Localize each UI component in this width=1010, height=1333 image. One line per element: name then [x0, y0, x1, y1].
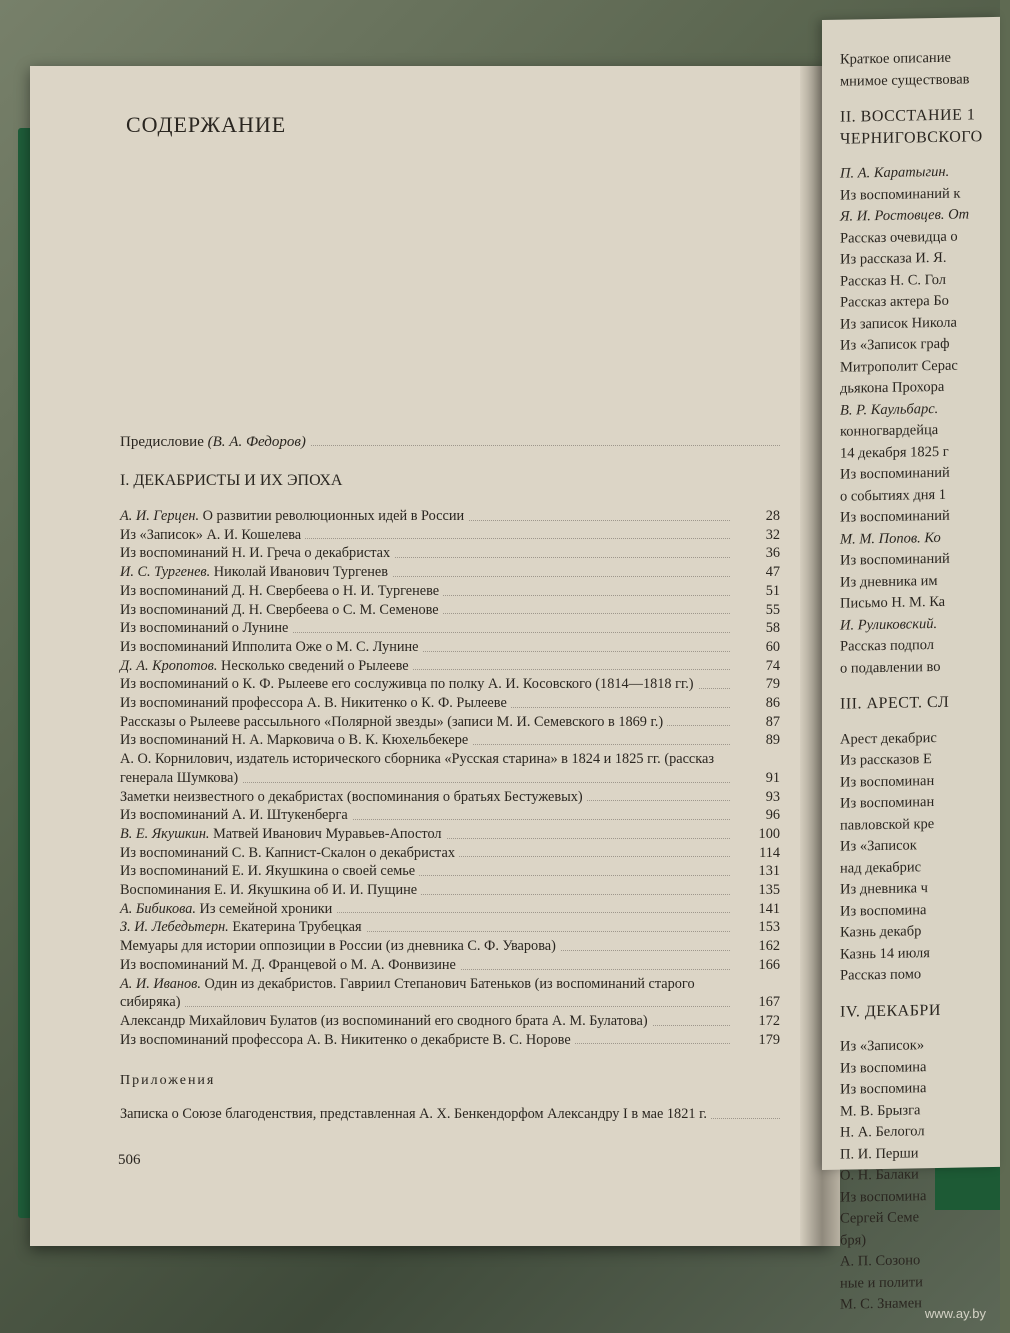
toc-entry	[120, 956, 780, 975]
toc-entry-page: 93	[765, 788, 780, 805]
appendix-title: Приложения	[120, 1073, 216, 1089]
right-page-line: Из воспоминаний	[840, 550, 950, 569]
right-page-line: Из «Записок	[840, 837, 917, 855]
toc-entry	[120, 582, 780, 601]
toc-entry	[120, 900, 780, 919]
right-page-line: М. С. Знамен	[840, 1295, 922, 1313]
toc-entry-title: Из воспоминаний С. В. Капнист-Скалон о декабристах	[120, 844, 455, 861]
toc-entry-page: 55	[765, 601, 780, 618]
toc-entry-page: 58	[765, 620, 780, 637]
toc-entry-title: Из воспоминаний профессора А. В. Никитенко о декабристе В. С. Норове	[120, 1031, 571, 1048]
toc-entry	[120, 806, 780, 825]
toc-entry-author: А. И. Иванов.	[120, 975, 201, 992]
left-page	[30, 66, 830, 1246]
right-page-line: Рассказ актера Бо	[840, 292, 949, 311]
toc-entry-page: 179	[758, 1031, 780, 1048]
right-page-line: Сергей Семе	[840, 1209, 920, 1227]
toc-entry-page: 60	[765, 638, 780, 655]
toc-entry-page: 87	[765, 713, 780, 730]
toc-entry-title: Из воспоминаний А. И. Штукенберга	[120, 807, 348, 824]
toc-entry-author: А. Бибикова.	[120, 900, 196, 917]
toc-entry-title: Матвей Иванович Муравьев-Апостол	[209, 825, 442, 842]
toc-entry	[120, 638, 780, 657]
toc-entry-title: Из воспоминаний о К. Ф. Рылееве его сослуживца по полку А. И. Косовского (1814—1818 гг.)	[120, 676, 694, 693]
right-section-title: IV. ДЕКАБРИ	[840, 1001, 941, 1021]
toc-entry	[120, 862, 780, 881]
toc-entry-page: 114	[759, 844, 780, 861]
right-page-line: Из дневника им	[840, 572, 938, 591]
right-page-line: Письмо Н. М. Ка	[840, 593, 946, 612]
toc-entry-page: 36	[765, 545, 780, 562]
toc-entry-title: Из воспоминаний Н. А. Марковича о В. К. Кюхельбекере	[120, 732, 469, 749]
page-number: 506	[118, 1152, 141, 1169]
toc-entry-title: Николай Иванович Тургенев	[210, 564, 388, 581]
toc-entry	[120, 713, 780, 732]
right-section-title: II. ВОССТАНИЕ 1	[840, 106, 976, 126]
right-page-line: Из воспоминаний	[840, 507, 950, 526]
toc-entry	[120, 750, 780, 787]
right-page-line: мнимое существовав	[840, 70, 970, 90]
toc-entry-title: Из воспоминаний Д. Н. Свербеева о С. М. Семенове	[120, 601, 439, 618]
toc-entry-page: 32	[765, 526, 780, 543]
appendix-text: Записка о Союзе благоденствия, представленная А. Х. Бенкендорфом Александру I в мае 1821 г.	[120, 1106, 711, 1122]
toc-entry	[120, 619, 780, 638]
right-page-line: Из записок Никола	[840, 314, 957, 333]
right-page-line: П. А. Каратыгин.	[840, 163, 950, 182]
toc-entry-title: Из «Записок» А. И. Кошелева	[120, 526, 302, 543]
right-page-line: Из рассказов Е	[840, 751, 932, 769]
right-page-line: о событиях дня 1	[840, 486, 947, 505]
toc-entry-title: Из воспоминаний профессора А. В. Никитенко о К. Ф. Рылееве	[120, 695, 507, 712]
toc-entry-page: 86	[765, 695, 780, 712]
watermark: www.ay.by	[924, 1306, 986, 1321]
toc-entry-page: 167	[758, 994, 780, 1011]
right-page-line: Рассказ помо	[840, 966, 922, 984]
right-page-line: Из воспоминаний	[840, 464, 950, 483]
right-page-line: В. Р. Каульбарс.	[840, 400, 939, 419]
toc-entry-title: Из воспоминаний о Лунине	[120, 620, 289, 637]
toc-entry-page: 135	[758, 882, 780, 899]
right-page-line: Из воспоминан	[840, 794, 935, 812]
toc-entry-page: 153	[758, 919, 780, 936]
toc-entry-author: И. С. Тургенев.	[120, 564, 211, 581]
toc-entry-title: Из воспоминаний Д. Н. Свербеева о Н. И. Тургеневе	[120, 582, 440, 599]
right-page-line: павловской кре	[840, 815, 935, 834]
right-page-line: Из воспомина	[840, 1187, 927, 1206]
right-page-line: Арест декабрис	[840, 729, 937, 748]
right-page-line: о подавлении во	[840, 658, 941, 677]
toc-entries	[120, 507, 780, 1049]
preface-author: (В. А. Федоров)	[207, 434, 306, 450]
toc-entry	[120, 1031, 780, 1050]
toc-entry	[120, 918, 780, 937]
toc-entry	[120, 881, 780, 900]
right-page-line: бря)	[840, 1231, 867, 1249]
right-page-line: Из дневника ч	[840, 880, 928, 898]
toc-entry-author: А. И. Герцен.	[120, 508, 200, 524]
toc-entry-page: 141	[758, 900, 780, 917]
toc-entry-author: З. И. Лебедьтерн.	[120, 919, 229, 936]
right-page-lines	[840, 47, 1010, 1316]
right-page-line: Казнь 14 июля	[840, 944, 930, 963]
toc-entry	[120, 825, 780, 844]
right-page-line: Из «Записок»	[840, 1037, 925, 1055]
toc-entry-title: Из воспоминаний Ипполита Оже о М. С. Лунине	[120, 638, 419, 655]
toc-entry-author: В. Е. Якушкин.	[120, 825, 210, 842]
right-page-line: М. В. Брызга	[840, 1101, 921, 1120]
right-page-line: Рассказ подпол	[840, 637, 935, 655]
toc-entry-page: 96	[765, 807, 780, 824]
right-page-line: ные и полити	[840, 1273, 923, 1292]
toc-entry	[120, 526, 780, 545]
toc-entry	[120, 507, 780, 526]
toc-entry	[120, 975, 780, 1012]
preface-text: Предисловие	[120, 434, 204, 450]
right-page-line: Краткое описание	[840, 49, 951, 68]
right-page-line: Из воспомина	[840, 1058, 927, 1077]
toc-entry-author: Д. А. Кропотов.	[120, 657, 218, 674]
toc-entry	[120, 731, 780, 750]
right-page-line: И. Руликовский.	[840, 615, 938, 634]
toc-entry	[120, 544, 780, 563]
right-page-line: Из «Записок граф	[840, 335, 950, 354]
toc-entry	[120, 657, 780, 676]
toc-entry-title: Заметки неизвестного о декабристах (воспоминания о братьях Бестужевых)	[120, 788, 583, 805]
toc-entry-page: 89	[765, 732, 780, 749]
toc-entry	[120, 601, 780, 620]
toc-entry-page: 91	[765, 769, 780, 786]
toc-entry-title: Рассказы о Рылееве рассыльного «Полярной звезды» (записи М. И. Семевского в 1869 г.)	[120, 713, 664, 730]
right-page-line: Из рассказа И. Я.	[840, 249, 947, 268]
right-page-line: над декабрис	[840, 858, 922, 877]
toc-entry-page: 172	[758, 1012, 780, 1029]
toc-entry-title: Воспоминания Е. И. Якушкина об И. И. Пущине	[120, 882, 418, 899]
preface-entry	[120, 434, 830, 451]
right-section-title: ЧЕРНИГОВСКОГО	[840, 127, 983, 148]
page-title: СОДЕРЖАНИЕ	[126, 112, 287, 137]
toc-entry-page: 162	[758, 938, 780, 955]
toc-entry	[120, 675, 780, 694]
toc-entry-title: Мемуары для истории оппозиции в России (из дневника С. Ф. Уварова)	[120, 938, 556, 955]
right-page-line: Рассказ Н. С. Гол	[840, 271, 947, 290]
section-title: I. ДЕКАБРИСТЫ И ИХ ЭПОХА	[120, 472, 343, 489]
toc-entry-title: Один из декабристов. Гавриил Степанович Батеньков (из воспоминаний старого сибиряка)	[120, 975, 695, 1011]
toc-entry	[120, 563, 780, 582]
right-page-line: М. М. Попов. Ко	[840, 529, 941, 548]
right-page-line: Из воспоминан	[840, 772, 935, 791]
right-page-line: Я. И. Ростовцев. От	[840, 206, 970, 225]
right-page-line: Из воспомина	[840, 1080, 927, 1098]
right-page-line: Из воспоминаний к	[840, 185, 961, 204]
right-page-line: Казнь декабр	[840, 923, 922, 941]
toc-entry-page: 74	[765, 657, 780, 674]
toc-entry	[120, 694, 780, 713]
right-page	[822, 17, 1000, 1313]
toc-entry-page: 51	[765, 582, 780, 599]
toc-entry-page: 100	[758, 825, 780, 842]
toc-entry-page: 131	[758, 863, 780, 880]
toc-entry-title: О развитии революционных идей в России	[199, 508, 465, 524]
toc-entry-title: А. О. Корнилович, издатель исторического сборника «Русская старина» в 1824 и 1825 гг. (рассказ генерала Шумкова)	[120, 751, 715, 786]
right-page-line: А. П. Созоно	[840, 1252, 921, 1270]
toc-entry-title: Из воспоминаний Е. И. Якушкина о своей семье	[120, 863, 416, 880]
toc-entry-page: 166	[758, 956, 780, 973]
right-page-line: Митрополит Серас	[840, 357, 958, 376]
toc-entry	[120, 1012, 780, 1031]
toc-entry-page: 79	[765, 676, 780, 693]
toc-entry	[120, 937, 780, 956]
toc-entry-title: Из семейной хроники	[195, 900, 333, 917]
right-page-line: П. И. Перши	[840, 1144, 919, 1163]
toc-entry-title: Из воспоминаний М. Д. Францевой о М. А. Фонвизине	[120, 956, 456, 973]
right-page-line: Рассказ очевидца о	[840, 228, 958, 247]
toc-entry	[120, 844, 780, 863]
toc-entry-title: Александр Михайлович Булатов (из воспоминаний его сводного брата А. М. Булатова)	[120, 1012, 648, 1029]
toc-entry	[120, 788, 780, 807]
appendix-entry	[120, 1105, 830, 1124]
right-page-line: Из воспомина	[840, 901, 927, 920]
right-page-line: Н. А. Белогол	[840, 1123, 925, 1141]
right-section-title: III. АРЕСТ. СЛ	[840, 693, 950, 713]
toc-entry-title: Из воспоминаний Н. И. Греча о декабристах	[120, 545, 391, 562]
toc-entry-page: 47	[765, 564, 780, 581]
right-page-line: 14 декабря 1825 г	[840, 443, 949, 462]
toc-entry-title: Несколько сведений о Рылееве	[217, 657, 409, 674]
toc-entry-title: Екатерина Трубецкая	[228, 919, 362, 936]
right-page-line: дьякона Прохора	[840, 378, 945, 397]
toc-entry-page: 28	[765, 508, 780, 524]
right-page-line: конногвардейца	[840, 421, 939, 440]
right-page-line: О. Н. Балаки	[840, 1166, 919, 1184]
